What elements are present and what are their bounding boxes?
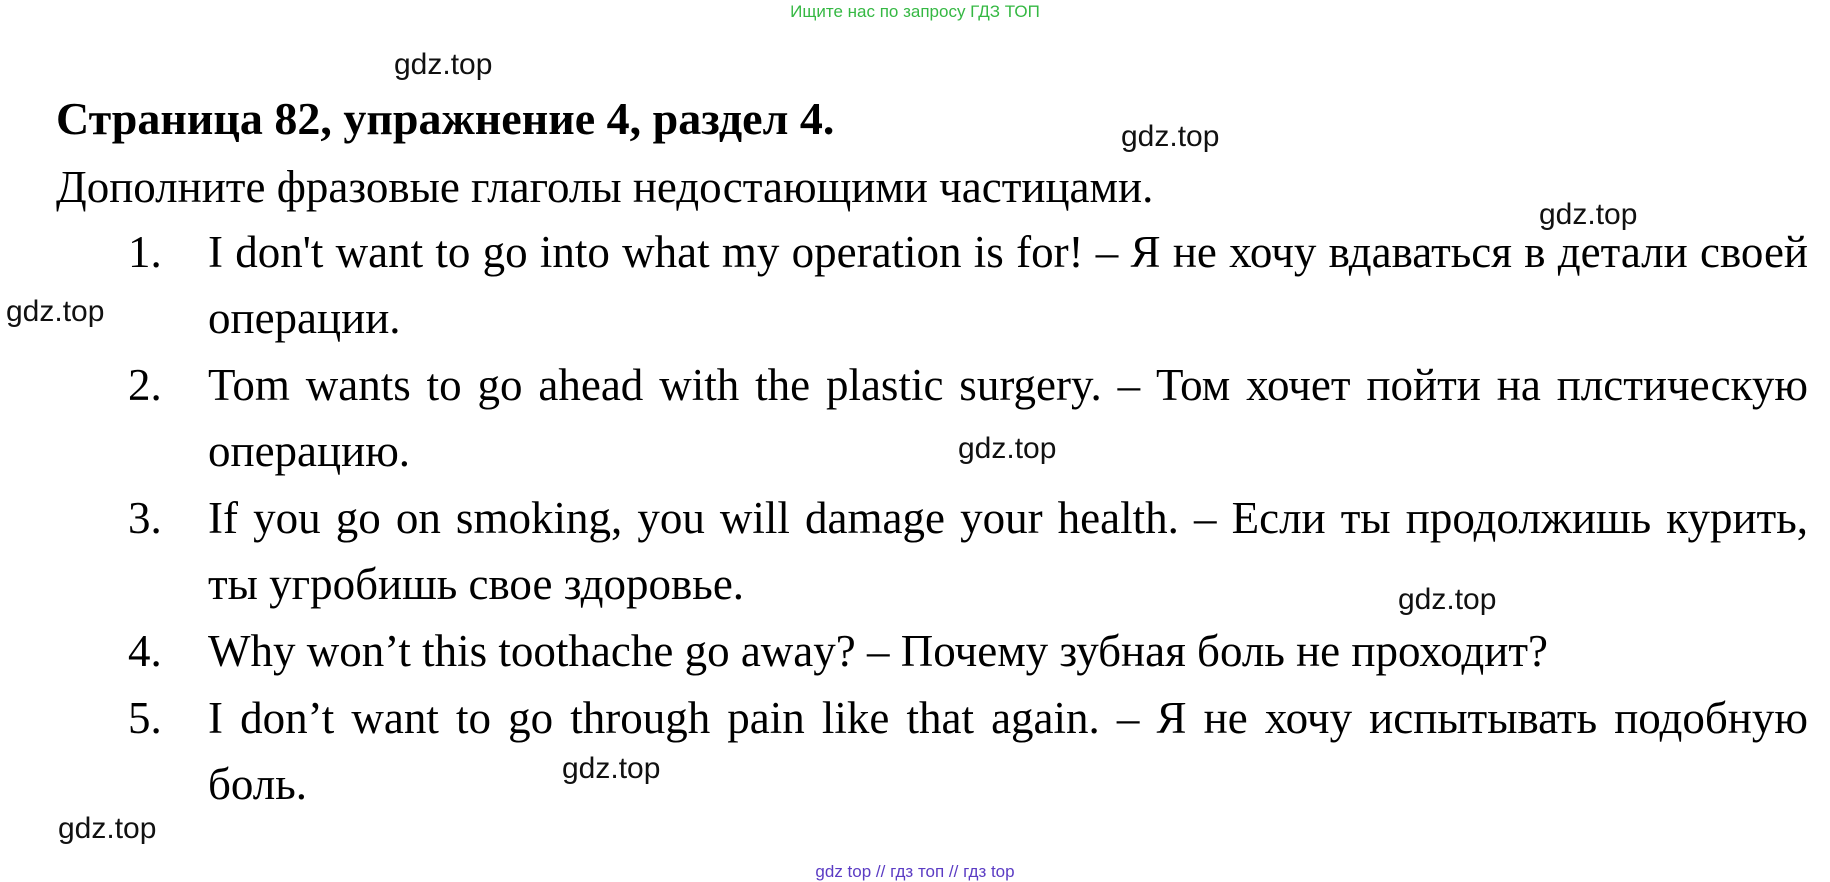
watermark: gdz.top: [1539, 198, 1638, 231]
item-number: 4.: [128, 626, 162, 676]
footer-links: gdz top // гдз топ // гдз top: [815, 862, 1015, 881]
item-text: I don’t want to go through pain like that again. – Я не хочу испытывать подобную боль.: [208, 693, 1808, 809]
watermark: gdz.top: [394, 48, 493, 81]
watermark: gdz.top: [1398, 583, 1497, 616]
exercise-instruction: Дополните фразовые глаголы недостающими частицами.: [56, 162, 1154, 212]
item-text: If you go on smoking, you will damage your health. – Если ты продолжишь курить, ты угробишь свое здоровье.: [208, 493, 1808, 609]
item-number: 2.: [128, 360, 162, 410]
search-hint-banner: Ищите нас по запросу ГДЗ ТОП: [790, 2, 1040, 21]
page-title: Страница 82, упражнение 4, раздел 4.: [56, 93, 835, 144]
item-text: Tom wants to go ahead with the plastic surgery. – Том хочет пойти на плстическую операцию.: [208, 360, 1808, 476]
item-number: 1.: [128, 227, 162, 277]
item-text: I don't want to go into what my operation is for! – Я не хочу вдаваться в детали своей операции.: [208, 227, 1808, 343]
item-number: 3.: [128, 493, 162, 543]
watermark: gdz.top: [1121, 120, 1220, 153]
item-number: 5.: [128, 693, 162, 743]
item-text: Why won’t this toothache go away? – Почему зубная боль не проходит?: [208, 626, 1548, 676]
watermark: gdz.top: [6, 295, 105, 328]
watermark: gdz.top: [958, 432, 1057, 465]
watermark: gdz.top: [58, 812, 157, 845]
watermark: gdz.top: [562, 752, 661, 785]
